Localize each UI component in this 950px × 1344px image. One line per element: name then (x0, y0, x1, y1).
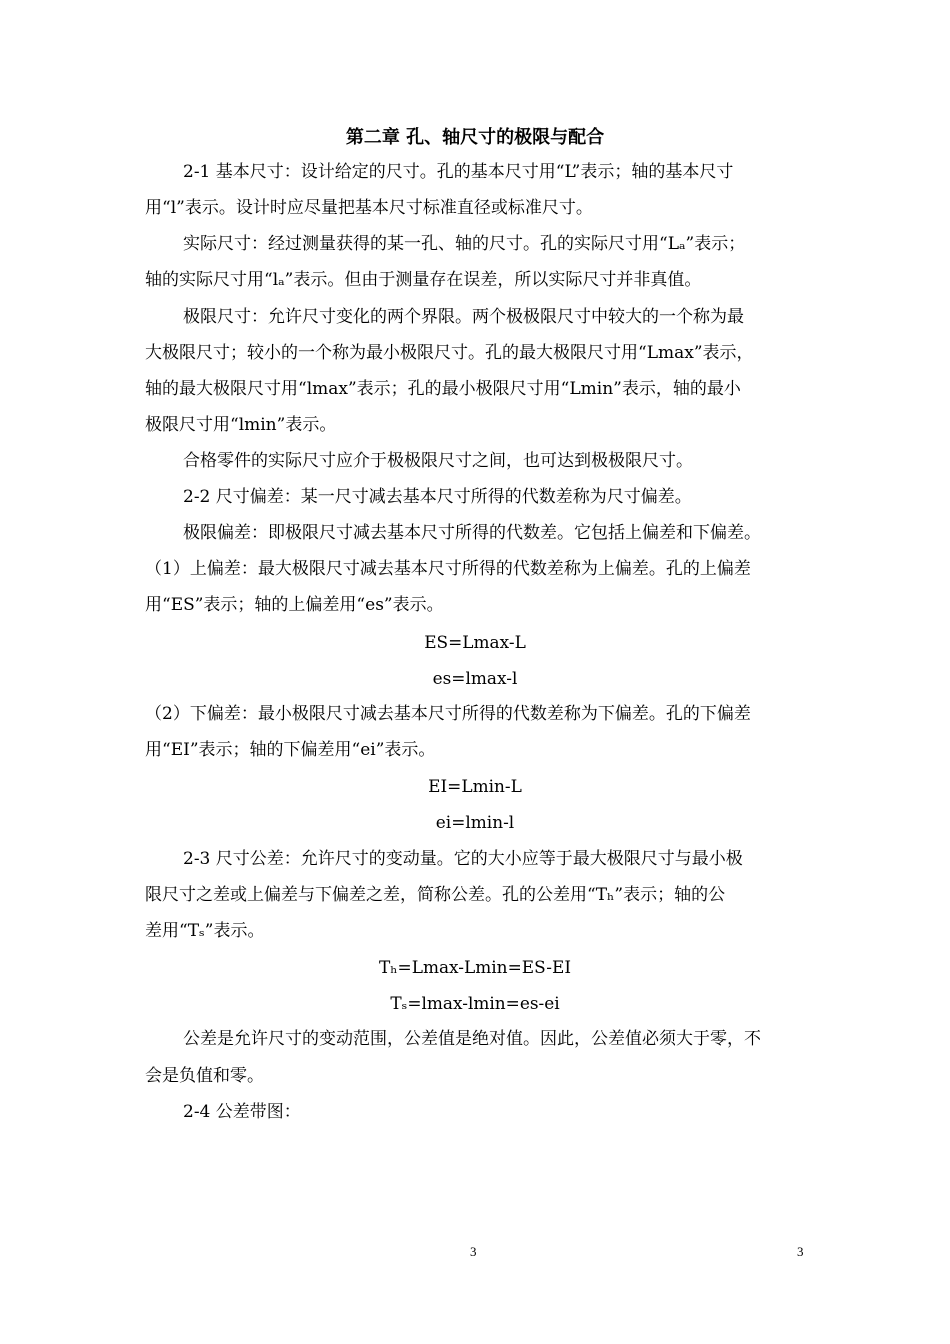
paragraph-line: 轴的实际尺寸用“lₐ”表示。但由于测量存在误差，所以实际尺寸并非真值。 (145, 270, 702, 290)
paragraph-line: 差用“Tₛ”表示。 (145, 921, 265, 941)
paragraph-line: 2-4 公差带图： (183, 1102, 301, 1122)
paragraph-line: 用“l”表示。设计时应尽量把基本尺寸标准直径或标准尺寸。 (145, 198, 593, 218)
paragraph-line: 2-2 尺寸偏差：某一尺寸减去基本尺寸所得的代数差称为尺寸偏差。 (183, 487, 692, 507)
paragraph-line: 公差是允许尺寸的变动范围，公差值是绝对值。因此，公差值必须大于零，不 (183, 1029, 761, 1049)
paragraph-line: （1）上偏差：最大极限尺寸减去基本尺寸所得的代数差称为上偏差。孔的上偏差 (145, 559, 751, 579)
paragraph-line: 限尺寸之差或上偏差与下偏差之差，简称公差。孔的公差用“Tₕ”表示；轴的公 (145, 885, 726, 905)
paragraph-line: 会是负值和零。 (145, 1066, 264, 1086)
paragraph-line: 用“ES”表示；轴的上偏差用“es”表示。 (145, 595, 444, 615)
paragraph-line: 极限尺寸用“lmin”表示。 (145, 415, 337, 435)
paragraph-line: 2-1 基本尺寸：设计给定的尺寸。孔的基本尺寸用“L”表示；轴的基本尺寸 (183, 162, 734, 182)
paragraph-line: （2）下偏差：最小极限尺寸减去基本尺寸所得的代数差称为下偏差。孔的下偏差 (145, 704, 751, 724)
chapter-title: 第二章 孔、轴尺寸的极限与配合 (345, 127, 605, 148)
paragraph-line: 轴的最大极限尺寸用“lmax”表示；孔的最小极限尺寸用“Lmin”表示，轴的最小 (145, 379, 741, 399)
paragraph-line: 极限尺寸：允许尺寸变化的两个界限。两个极极限尺寸中较大的一个称为最 (183, 307, 744, 327)
paragraph-line: 用“EI”表示；轴的下偏差用“ei”表示。 (145, 740, 436, 760)
paragraph-line: 合格零件的实际尺寸应介于极极限尺寸之间，也可达到极极限尺寸。 (183, 451, 693, 471)
page-number: 3 (797, 1244, 804, 1259)
paragraph-line: 2-3 尺寸公差：允许尺寸的变动量。它的大小应等于最大极限尺寸与最小极 (183, 849, 743, 869)
formula-line: Tₕ=Lmax-Lmin=ES-EI (378, 957, 572, 977)
formula-line: es=lmax-l (432, 668, 518, 688)
formula-line: EI=Lmin-L (428, 776, 522, 796)
page-number: 3 (470, 1244, 477, 1259)
formula-line: ES=Lmax-L (424, 632, 526, 652)
paragraph-line: 大极限尺寸；较小的一个称为最小极限尺寸。孔的最大极限尺寸用“Lmax”表示， (145, 343, 754, 363)
paragraph-line: 极限偏差：即极限尺寸减去基本尺寸所得的代数差。它包括上偏差和下偏差。 (183, 523, 761, 543)
formula-line: ei=lmin-l (435, 812, 515, 832)
paragraph-line: 实际尺寸：经过测量获得的某一孔、轴的尺寸。孔的实际尺寸用“Lₐ”表示； (183, 234, 746, 254)
formula-line: Tₛ=lmax-lmin=es-ei (390, 993, 560, 1013)
